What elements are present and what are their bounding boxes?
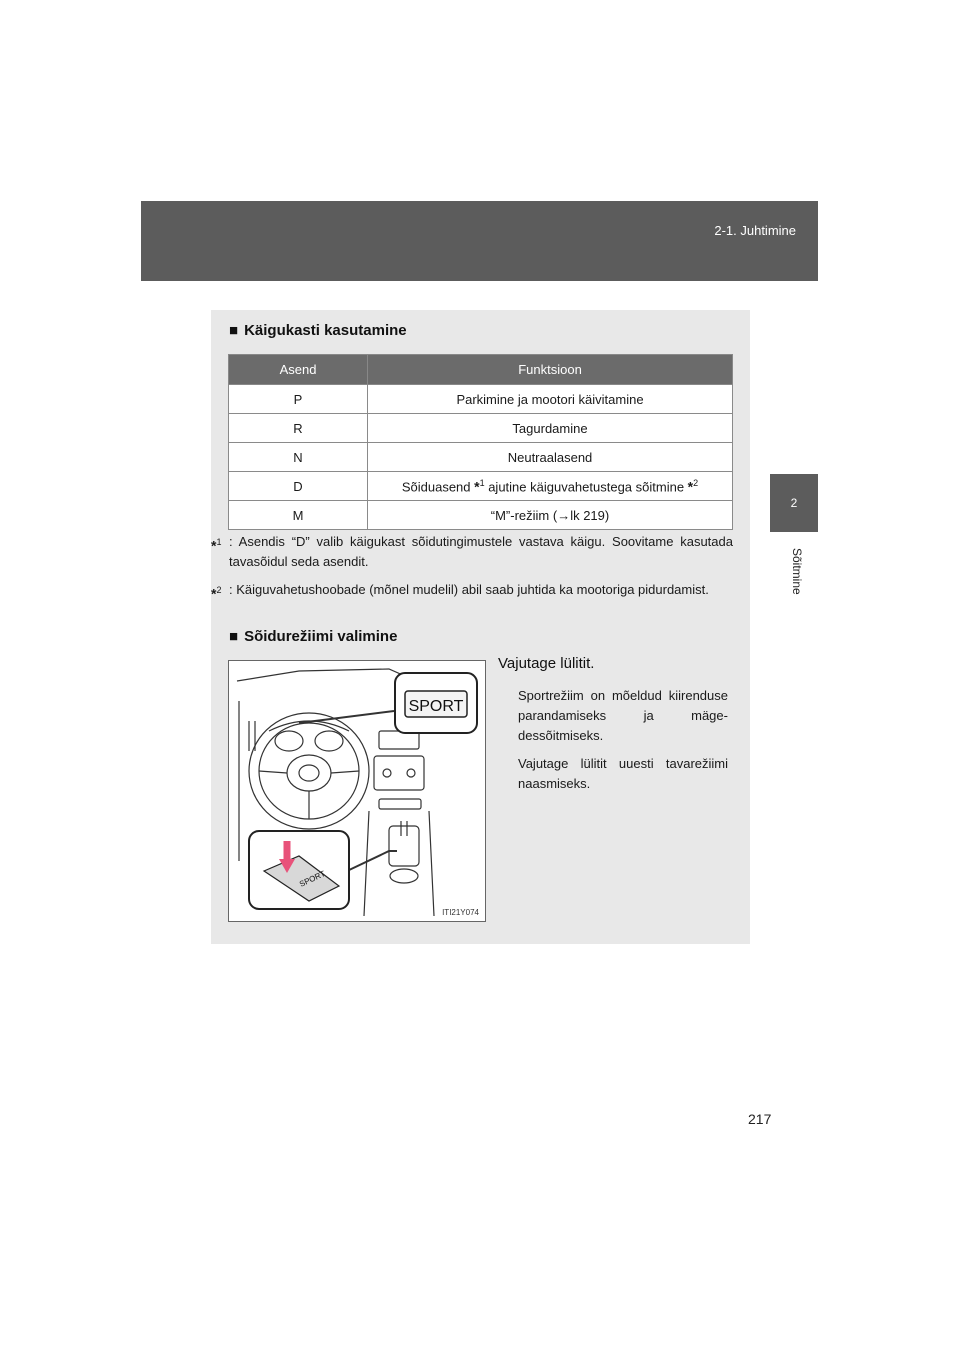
section-title: 2-1. Juhtimine bbox=[714, 223, 796, 238]
dashboard-illustration bbox=[228, 660, 486, 922]
section-heading-text: Sõidurežiimi valimine bbox=[244, 628, 398, 645]
description-sport: Sportrežiim on mõeldud kiirenduse parandamiseks ja mägedessõitmiseks. bbox=[518, 688, 728, 743]
bullet-square: ■ bbox=[229, 322, 239, 339]
table-row bbox=[229, 501, 733, 530]
footnote-1 bbox=[211, 532, 733, 574]
chapter-label: Sõitmine bbox=[790, 548, 804, 595]
table-row bbox=[229, 385, 733, 414]
cell-position: M bbox=[229, 501, 368, 530]
table-header-row bbox=[229, 355, 733, 385]
column-header-position: Asend bbox=[229, 355, 368, 385]
footnote-2 bbox=[211, 580, 733, 622]
dashboard-drawing bbox=[229, 661, 485, 921]
cell-position: D bbox=[229, 472, 368, 501]
sport-button-label: SPORT bbox=[408, 698, 464, 715]
footnote-marker bbox=[211, 532, 221, 556]
content-panel bbox=[211, 310, 750, 944]
footnote-mark: * bbox=[474, 478, 480, 495]
footnote-ref: 1 bbox=[216, 537, 222, 547]
column-header-function: Funktsioon bbox=[368, 355, 733, 385]
table-row bbox=[229, 472, 733, 501]
bullet-square: ■ bbox=[229, 628, 239, 645]
footnote-ref: 2 bbox=[216, 585, 222, 595]
table-row bbox=[229, 443, 733, 472]
footnote-ref: 2 bbox=[693, 477, 699, 488]
cell-position: P bbox=[229, 385, 368, 414]
function-text: ajutine käiguvahetustega sõitmine bbox=[484, 479, 688, 495]
cell-position: R bbox=[229, 414, 368, 443]
section-heading-drive-mode bbox=[229, 628, 397, 645]
cell-function: Parkimine ja mootori käivitamine bbox=[368, 385, 733, 414]
page-number: 217 bbox=[748, 1111, 772, 1127]
footnote-text: : Asendis “D” valib käigukast sõidutingimustele vastava käigu. Soovitame kasutada tavasõidul seda asendit. bbox=[229, 534, 733, 569]
cell-function: Tagurdamine bbox=[368, 414, 733, 443]
figure-code: ITI21Y074 bbox=[442, 908, 479, 917]
footnote-mark: * bbox=[687, 478, 694, 495]
cell-function: Neutraalasend bbox=[368, 443, 733, 472]
gear-table bbox=[228, 354, 733, 530]
table-row bbox=[229, 414, 733, 443]
description-normal: Vajutage lülitit uuesti tavarežiimi naasmiseks. bbox=[518, 756, 728, 791]
sport-switch-label: SPORT bbox=[298, 869, 327, 889]
cell-function bbox=[368, 472, 733, 501]
section-heading-text: Käigukasti kasutamine bbox=[244, 322, 407, 339]
header-band bbox=[141, 201, 818, 281]
footnote-marker bbox=[211, 580, 221, 604]
section-heading-gearbox bbox=[229, 322, 407, 339]
cell-position: N bbox=[229, 443, 368, 472]
cell-function: “M”-režiim (→lk 219) bbox=[368, 501, 733, 530]
footnote-mark: * bbox=[211, 537, 217, 554]
footnote-mark: * bbox=[211, 585, 217, 602]
function-text: Sõiduasend bbox=[401, 479, 475, 495]
footnote-text: : Käiguvahetushoobade (mõnel mudelil) abil saab juhtida ka mootoriga pidurdamist. bbox=[229, 582, 709, 597]
chapter-tab: 2 bbox=[770, 474, 818, 532]
instruction-text: Vajutage lülitit. bbox=[498, 655, 595, 672]
footnote-ref: 1 bbox=[479, 477, 485, 488]
